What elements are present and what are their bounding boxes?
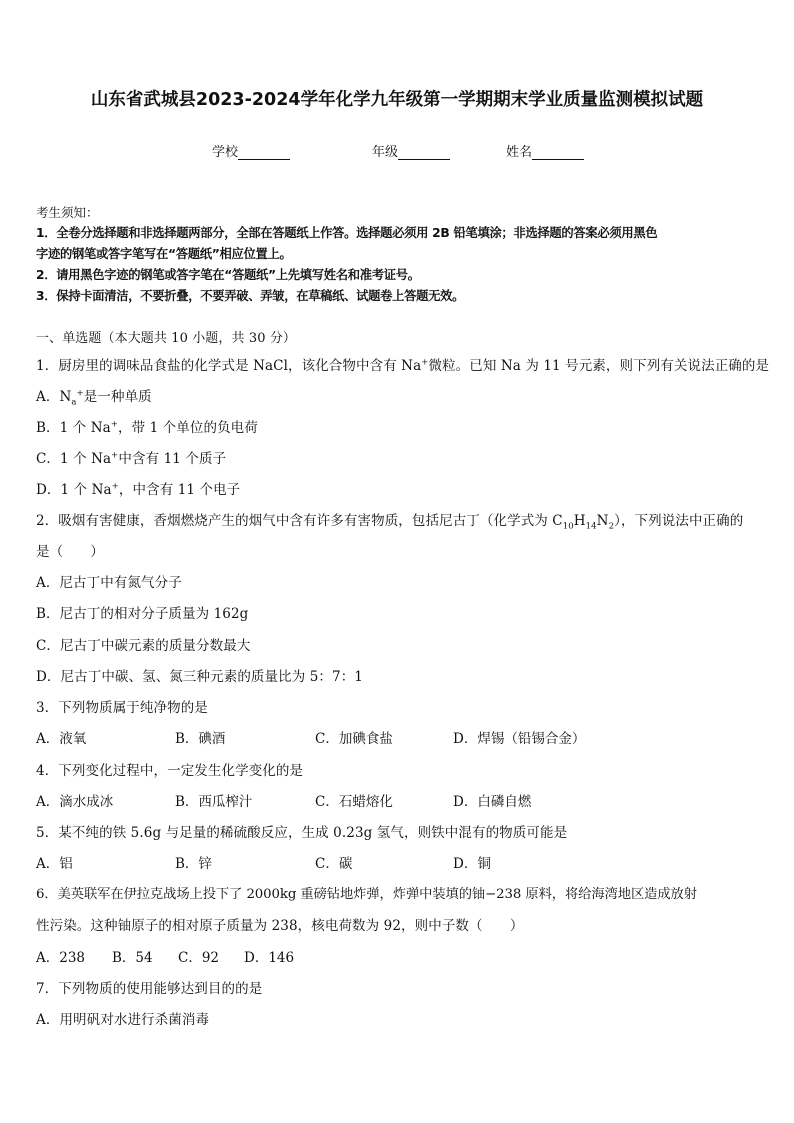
- question-2-option-b: B．尼古丁的相对分子质量为 162g: [36, 606, 249, 622]
- question-3-option-c: C．加碘食盐: [315, 731, 393, 747]
- question-2-option-c: C．尼古丁中碳元素的质量分数最大: [36, 638, 251, 654]
- question-6-option-b: B．54: [112, 950, 153, 966]
- question-4-stem: 4．下列变化过程中，一定发生化学变化的是: [36, 763, 304, 779]
- page-title: 山东省武城县2023-2024学年化学九年级第一学期期末学业质量监测模拟试题: [90, 90, 704, 110]
- question-5-option-a: A．铝: [36, 856, 73, 872]
- notice-item-3: 3．保持卡面清洁，不要折叠，不要弄破、弄皱，在草稿纸、试题卷上答题无效。: [36, 289, 465, 303]
- question-6-option-d: D．146: [244, 950, 295, 966]
- question-2-stem-cont: 是（ ）: [36, 544, 104, 560]
- question-1-stem: 1．厨房里的调味品食盐的化学式是 NaCl，该化合物中含有 Na+微粒。已知 Na 为 11 号元素，则下列有关说法正确的是: [36, 357, 770, 374]
- question-7-option-a: A．用明矾对水进行杀菌消毒: [36, 1012, 210, 1028]
- notice-heading: 考生须知：: [36, 205, 99, 220]
- school-label: 学校: [212, 145, 239, 160]
- grade-blank: [398, 146, 450, 160]
- question-3-stem: 3．下列物质属于纯净物的是: [36, 700, 208, 716]
- question-2-option-a: A．尼古丁中有氮气分子: [36, 575, 182, 591]
- notice-item-1: 1．全卷分选择题和非选择题两部分，全部在答题纸上作答。选择题必须用 2B 铅笔填涂；非选择题的答案必须用黑色: [36, 226, 658, 240]
- grade-label: 年级: [372, 145, 399, 160]
- question-1-option-a: A．$N_a^+$是一种单质: [36, 388, 152, 408]
- question-5-option-d: D．铜: [453, 856, 491, 872]
- question-4-option-d: D．白磷自燃: [453, 794, 532, 810]
- question-4-option-b: B．西瓜榨汁: [175, 794, 253, 810]
- question-1-option-b: B．1 个 Na+，带 1 个单位的负电荷: [36, 419, 258, 436]
- question-6-option-c: C．92: [178, 950, 220, 966]
- question-6-option-a: A．238: [36, 950, 86, 966]
- notice-item-2: 2．请用黑色字迹的钢笔或答字笔在“答题纸”上先填写姓名和准考证号。: [36, 268, 420, 282]
- section-title: 一、单选题（本大题共 10 小题，共 30 分）: [36, 331, 297, 346]
- question-2-option-d: D．尼古丁中碳、氢、氮三种元素的质量比为 5：7：1: [36, 669, 363, 685]
- question-6-stem: 6．美英联军在伊拉克战场上投下了 2000kg 重磅钻地炸弹，炸弹中装填的铀−238 原料，将给海湾地区造成放射: [36, 887, 697, 902]
- name-blank: [532, 146, 584, 160]
- grade-field: [372, 141, 450, 160]
- school-field: [212, 141, 290, 160]
- school-blank: [238, 146, 290, 160]
- question-3-option-a: A．液氧: [36, 731, 87, 747]
- question-2-stem: 2．吸烟有害健康，香烟燃烧产生的烟气中含有许多有害物质，包括尼古丁（化学式为 $C_{10}H_{14}N_2$），下列说法中正确的: [36, 513, 744, 532]
- question-1-option-c: C．1 个 Na+中含有 11 个质子: [36, 450, 227, 467]
- question-3-option-b: B．碘酒: [175, 731, 226, 747]
- question-6-stem-cont: 性污染。这种铀原子的相对原子质量为 238，核电荷数为 92，则中子数（ ）: [36, 918, 524, 934]
- question-7-stem: 7．下列物质的使用能够达到目的的是: [36, 981, 263, 997]
- name-field: [506, 141, 584, 160]
- question-5-option-c: C．碳: [315, 856, 353, 872]
- question-5-option-b: B．锌: [175, 856, 212, 872]
- question-5-stem: 5．某不纯的铁 5.6g 与足量的稀硫酸反应，生成 0.23g 氢气，则铁中混有的物质可能是: [36, 825, 568, 841]
- question-4-option-c: C．石蜡熔化: [315, 794, 393, 810]
- question-1-option-d: D．1 个 Na+，中含有 11 个电子: [36, 481, 241, 498]
- question-4-option-a: A．滴水成冰: [36, 794, 114, 810]
- question-3-option-d: D．焊锡（铅锡合金）: [453, 731, 586, 747]
- name-label: 姓名: [506, 145, 533, 160]
- notice-item-1-cont: 字迹的钢笔或答字笔写在“答题纸”相应位置上。: [36, 247, 292, 261]
